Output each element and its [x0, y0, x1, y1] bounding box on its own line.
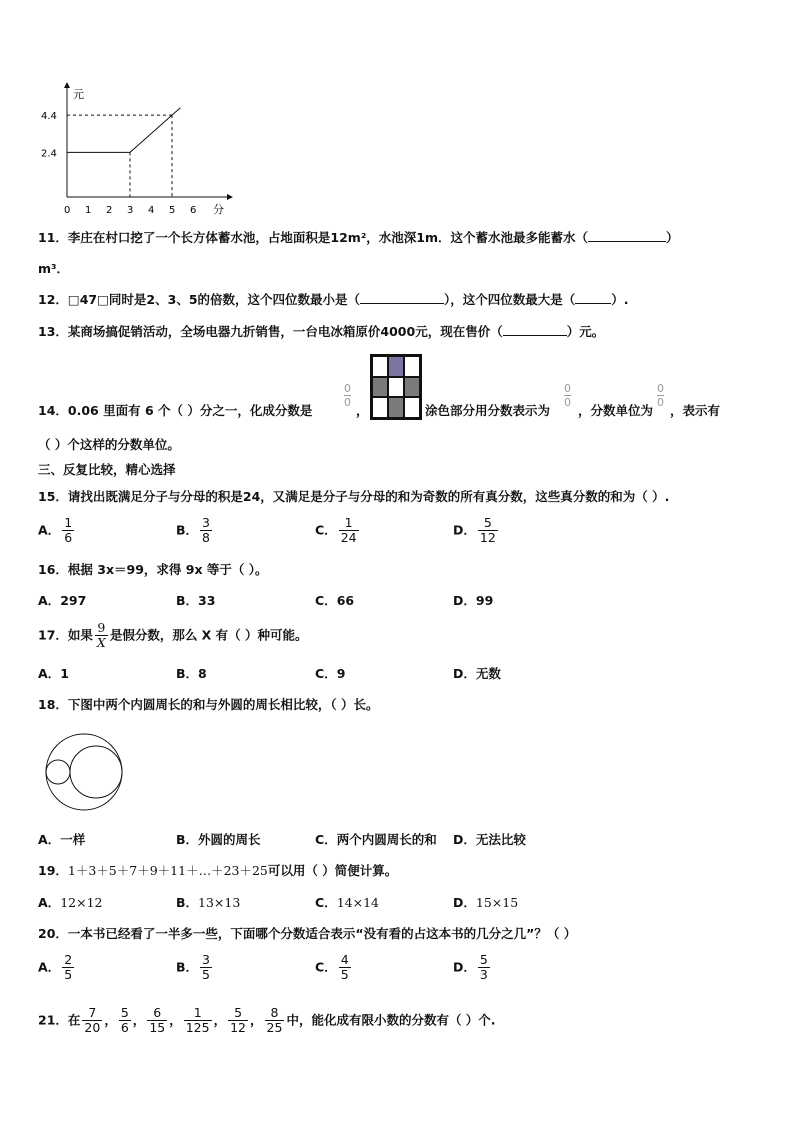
question-text-a: □47□同时是2、3、5的倍数，这个四位数最小是（ — [67, 292, 361, 307]
option-label: C． — [315, 959, 337, 975]
option-label: C． — [315, 522, 337, 538]
question-16 — [38, 562, 267, 578]
question-text-b: 涂色部分用分数表示为 — [425, 403, 551, 418]
option-label: A． — [38, 895, 61, 910]
option-label: C． — [315, 832, 337, 847]
large-inner-circle — [70, 746, 122, 798]
question-14-d — [670, 403, 720, 419]
numerator: 7 — [88, 1005, 97, 1020]
question-text-a: 如果 — [67, 627, 93, 643]
question-text-b: 中，能化成有限小数的分数有（ ）个. — [286, 1012, 496, 1028]
question-15 — [38, 489, 669, 505]
option-label: C． — [315, 666, 337, 681]
option-value: 99 — [475, 593, 494, 608]
option-label: D． — [453, 895, 476, 910]
placeholder-denominator: 0 — [564, 396, 571, 409]
question-text-b: ），这个四位数最大是（ — [444, 292, 576, 307]
q19-option-d[interactable] — [453, 895, 518, 911]
question-number: 18． — [38, 697, 68, 712]
q19-option-a[interactable] — [38, 895, 102, 911]
q15-option-d[interactable] — [453, 516, 500, 545]
option-value: 12×12 — [60, 895, 103, 910]
option-label: A． — [38, 832, 61, 847]
numerator: 2 — [64, 952, 73, 967]
option-label: B． — [176, 832, 199, 847]
option-value: 33 — [198, 593, 216, 608]
q16-option-a[interactable] — [38, 593, 86, 609]
x-tick-label: 3 — [127, 205, 134, 216]
question-number: 14． — [38, 403, 68, 418]
denominator: 8 — [202, 530, 210, 545]
grid-cell — [404, 356, 420, 377]
grid-cell — [372, 356, 388, 377]
answer-blank-max[interactable] — [575, 292, 611, 304]
question-14-c — [578, 403, 653, 419]
option-label: B． — [176, 895, 199, 910]
question-text-a: 在 — [67, 1012, 81, 1028]
separator: ， — [169, 1012, 182, 1028]
q18-option-a[interactable] — [38, 832, 85, 848]
grid-cell — [372, 397, 388, 418]
question-number: 17． — [38, 627, 68, 643]
question-11-unit — [38, 261, 69, 277]
numerator: 5 — [483, 515, 492, 530]
denominator: 5 — [202, 967, 210, 982]
unit-text: m³． — [38, 261, 69, 276]
option-label: A． — [38, 593, 61, 608]
q18-option-b[interactable] — [176, 832, 261, 848]
q17-option-a[interactable] — [38, 666, 69, 682]
question-19 — [38, 863, 397, 879]
grid-cell — [388, 397, 404, 418]
section-title: 三、反复比较，精心选择 — [38, 462, 176, 477]
question-text-c: ）. — [611, 292, 629, 307]
option-value: 外圆的周长 — [198, 832, 261, 847]
denominator: 6 — [64, 530, 73, 545]
question-number: 19． — [38, 863, 68, 878]
option-label: B． — [176, 666, 199, 681]
x-tick-label: 0 — [64, 205, 71, 216]
y-tick-label: 2.4 — [41, 148, 57, 160]
denominator: 12 — [479, 530, 496, 545]
numerator: 1 — [64, 515, 73, 530]
numerator: 1 — [344, 515, 353, 530]
option-label: C． — [315, 593, 337, 608]
question-text-end: ）元。 — [566, 324, 605, 339]
price-line — [67, 108, 180, 153]
y-tick-label: 4.4 — [41, 111, 57, 123]
q16-option-c[interactable] — [315, 593, 354, 609]
placeholder-numerator: 0 — [564, 382, 571, 395]
option-label: B． — [176, 593, 199, 608]
separator: ， — [250, 1012, 263, 1028]
x-tick-label: 1 — [85, 205, 92, 216]
q16-option-d[interactable] — [453, 593, 493, 609]
question-number: 11． — [38, 230, 68, 245]
outer-circle — [46, 734, 122, 810]
option-label: D． — [453, 666, 476, 681]
question-text: 下图中两个内圆周长的和与外圆的周长相比较，（ ）长。 — [67, 697, 379, 712]
shaded-grid — [370, 354, 422, 420]
question-number: 20． — [38, 926, 68, 941]
grid-cell — [404, 397, 420, 418]
option-value: 297 — [60, 593, 87, 608]
option-value: 无法比较 — [475, 832, 526, 847]
question-number: 13． — [38, 324, 68, 339]
denominator: X — [96, 635, 106, 650]
answer-blank[interactable] — [503, 324, 567, 336]
numerator: 5 — [120, 1005, 129, 1020]
option-value: 一样 — [60, 832, 86, 847]
question-number: 16． — [38, 562, 68, 577]
q18-option-c[interactable] — [315, 832, 437, 848]
numerator: 4 — [340, 952, 349, 967]
denominator: 25 — [266, 1020, 283, 1035]
denominator: 15 — [149, 1020, 166, 1035]
grid-cell — [388, 377, 404, 398]
placeholder-denominator: 0 — [657, 396, 664, 409]
q18-option-d[interactable] — [453, 832, 526, 848]
option-value: 66 — [336, 593, 355, 608]
option-label: B． — [176, 959, 199, 975]
denominator: 24 — [340, 530, 357, 545]
option-label: A． — [38, 522, 61, 538]
circles-figure — [42, 730, 126, 814]
question-text: 李庄在村口挖了一个长方体蓄水池，占地面积是12m²，水池深1m．这个蓄水池最多能蓄水（ — [67, 230, 589, 245]
section-heading — [38, 462, 176, 478]
option-value: 无数 — [475, 666, 501, 681]
x-axis-unit: 分 — [213, 203, 224, 216]
separator: ， — [356, 403, 369, 418]
q17-option-b[interactable] — [176, 666, 207, 682]
question-21 — [38, 1006, 496, 1035]
placeholder-numerator: 0 — [657, 382, 664, 395]
question-number: 12． — [38, 292, 68, 307]
q16-option-b[interactable] — [176, 593, 215, 609]
numerator: 8 — [270, 1005, 279, 1020]
q19-option-b[interactable] — [176, 895, 240, 911]
q19-option-c[interactable] — [315, 895, 379, 911]
question-number: 21． — [38, 1012, 68, 1028]
question-13 — [38, 324, 604, 340]
q15-option-a[interactable] — [38, 516, 76, 545]
separator: ， — [132, 1012, 146, 1028]
option-label: D． — [453, 959, 476, 975]
option-label: D． — [453, 832, 476, 847]
denominator: 5 — [64, 967, 73, 982]
placeholder-denominator: 0 — [344, 396, 351, 409]
q15-option-b[interactable] — [176, 516, 214, 545]
numerator: 3 — [202, 952, 210, 967]
question-14-b — [425, 403, 550, 419]
option-value: 9 — [336, 666, 346, 681]
option-value: 13×13 — [198, 895, 241, 910]
x-tick-label: 6 — [190, 205, 197, 216]
x-tick-label: 2 — [106, 205, 113, 216]
option-label: A． — [38, 666, 61, 681]
q20-option-a[interactable] — [38, 953, 76, 982]
numerator: 9 — [97, 620, 106, 635]
question-18 — [38, 697, 379, 713]
small-inner-circle — [46, 760, 70, 784]
grid-cell — [404, 377, 420, 398]
numerator: 5 — [234, 1005, 243, 1020]
question-text: 某商场搞促销活动，全场电器九折销售，一台电冰箱原价4000元，现在售价（ — [67, 324, 503, 339]
question-20 — [38, 926, 576, 942]
separator: ， — [104, 1012, 117, 1028]
grid-cell — [372, 377, 388, 398]
denominator: 20 — [84, 1020, 101, 1035]
price-time-chart — [30, 78, 240, 220]
question-text: 可以用（ ）简便计算。 — [267, 863, 398, 878]
option-label: A． — [38, 959, 61, 975]
option-value: 14×14 — [336, 895, 379, 910]
grid-cell — [388, 356, 404, 377]
answer-blank[interactable] — [588, 230, 666, 242]
option-label: B． — [176, 522, 199, 538]
option-value: 两个内圆周长的和 — [336, 832, 437, 847]
question-text-c: ，分数单位为 — [578, 403, 654, 418]
expression: 1＋3＋5＋7＋9＋11＋…＋23＋25 — [67, 863, 268, 878]
x-tick-label: 5 — [169, 205, 176, 216]
question-17 — [38, 621, 308, 650]
numerator: 5 — [479, 952, 488, 967]
question-14 — [38, 403, 312, 419]
y-axis-arrow — [64, 82, 70, 88]
denominator: 6 — [120, 1020, 129, 1035]
option-label: D． — [453, 522, 476, 538]
q17-option-c[interactable] — [315, 666, 345, 682]
numerator: 3 — [202, 515, 210, 530]
denominator: 12 — [230, 1020, 247, 1035]
numerator: 1 — [193, 1005, 202, 1020]
question-text: 根据 3x＝99，求得 9x 等于（ ）。 — [67, 562, 268, 577]
question-11 — [38, 230, 679, 246]
answer-blank-min[interactable] — [360, 292, 444, 304]
separator: ， — [213, 1012, 227, 1028]
question-number: 15． — [38, 489, 68, 504]
option-value: 1 — [60, 666, 69, 681]
numerator: 6 — [153, 1005, 162, 1020]
option-value: 8 — [198, 666, 207, 681]
x-axis-arrow — [227, 194, 233, 200]
question-text: 请找出既满足分子与分母的积是24，又满足是分子与分母的和为奇数的所有真分数，这些真分数的和为（ ）. — [67, 489, 670, 504]
option-label: C． — [315, 895, 337, 910]
question-text: 一本书已经看了一半多一些，下面哪个分数适合表示“没有看的占这本书的几分之几”？（ ） — [67, 926, 577, 941]
fraction-placeholder-2[interactable] — [564, 382, 571, 409]
y-axis-unit: 元 — [73, 88, 84, 101]
question-text-a: 0.06 里面有 6 个（ ）分之一，化成分数是 — [67, 403, 313, 418]
q15-option-c[interactable] — [315, 516, 361, 545]
fraction-placeholder-3[interactable] — [657, 382, 664, 409]
denominator: 3 — [479, 967, 488, 982]
q20-option-d[interactable] — [453, 953, 492, 982]
option-label: D． — [453, 593, 476, 608]
denominator: 5 — [340, 967, 349, 982]
question-12 — [38, 292, 629, 308]
denominator: 125 — [185, 1020, 210, 1035]
semicolon — [356, 403, 369, 419]
fraction-placeholder-1[interactable] — [344, 382, 351, 409]
question-text-b: 是假分数，那么 X 有（ ）种可能。 — [109, 627, 308, 643]
q20-option-c[interactable] — [315, 953, 353, 982]
option-value: 15×15 — [475, 895, 519, 910]
question-text-line2: （ ）个这样的分数单位。 — [38, 437, 180, 452]
q20-option-b[interactable] — [176, 953, 214, 982]
x-tick-label: 4 — [148, 205, 155, 216]
placeholder-numerator: 0 — [344, 382, 351, 395]
question-14-line2 — [38, 437, 180, 453]
question-text-d: ，表示有 — [670, 403, 721, 418]
q17-option-d[interactable] — [453, 666, 501, 682]
bracket-close: ） — [666, 230, 679, 245]
